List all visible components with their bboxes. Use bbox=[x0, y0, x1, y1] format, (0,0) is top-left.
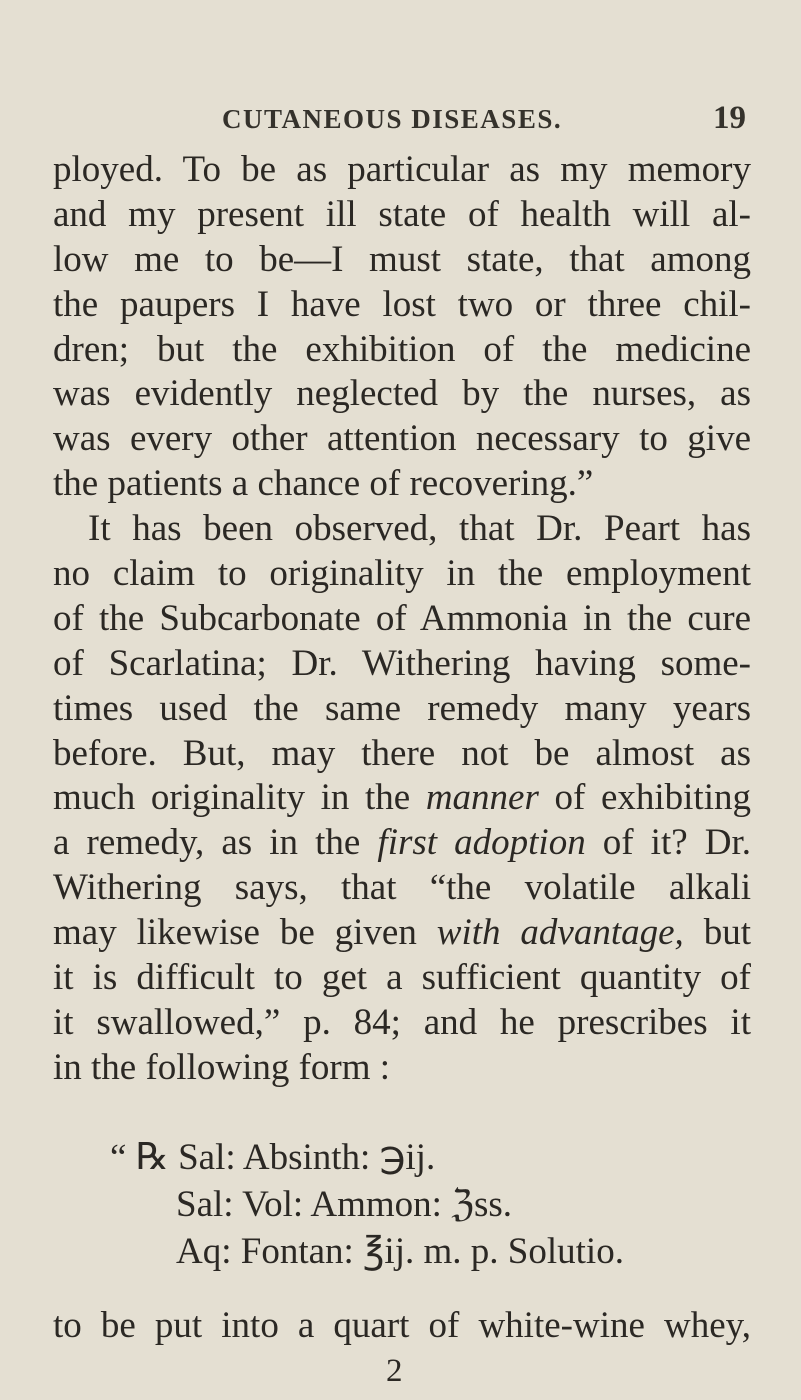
text-line: times used the same remedy many years bbox=[53, 687, 751, 729]
text-line: ployed. To be as particular as my memory bbox=[53, 149, 751, 190]
text-line-with-italic bbox=[53, 911, 751, 956]
running-title: CUTANEOUS DISEASES. bbox=[222, 104, 563, 134]
running-head bbox=[0, 100, 801, 140]
prescription-line: Sal: Vol: Ammon: ℨss. bbox=[176, 1184, 513, 1225]
body-text bbox=[53, 148, 751, 1091]
italic-run: first adoption bbox=[377, 822, 586, 864]
text-line: it is difficult to get a sufficient quantity of bbox=[53, 957, 751, 999]
prescription-line: “ ℞ Sal: Absinth: ℈ij. bbox=[110, 1137, 436, 1178]
text-line: low me to be—I must state, that among bbox=[53, 238, 751, 280]
continuation-text bbox=[53, 1304, 751, 1349]
text-line: to be put into a quart of white-wine whey, bbox=[53, 1305, 751, 1346]
text-line: the paupers I have lost two or three chil- bbox=[53, 283, 751, 325]
italic-run: with advantage, bbox=[436, 912, 684, 954]
text-line: dren; but the exhibition of the medicine bbox=[53, 328, 751, 370]
text-run: much originality in the bbox=[53, 777, 411, 819]
text-line: was every other attention necessary to give bbox=[53, 418, 751, 460]
page-number: 19 bbox=[713, 100, 746, 136]
text-run: but bbox=[703, 912, 751, 954]
text-line-with-italic bbox=[53, 821, 751, 866]
text-line: and my present ill state of health will al- bbox=[53, 193, 751, 235]
text-line: was evidently neglected by the nurses, as bbox=[53, 373, 751, 415]
text-line-with-italic bbox=[53, 776, 751, 821]
text-line: no claim to originality in the employment bbox=[53, 553, 751, 595]
text-run: may likewise be given bbox=[53, 912, 417, 954]
text-line: of the Subcarbonate of Ammonia in the cure bbox=[53, 597, 751, 639]
text-line: of Scarlatina; Dr. Withering having some- bbox=[53, 642, 751, 684]
italic-run: manner bbox=[425, 777, 539, 819]
text-run: of exhibiting bbox=[554, 777, 751, 819]
text-line: Withering says, that “the volatile alkali bbox=[53, 867, 751, 909]
text-line: it swallowed,” p. 84; and he prescribes it bbox=[53, 1001, 751, 1043]
text-run: of it? Dr. bbox=[602, 822, 751, 864]
paragraph-start: It has been observed, that Dr. Peart has bbox=[88, 508, 751, 550]
text-line: in the following form : bbox=[53, 1046, 391, 1088]
text-run: a remedy, as in the bbox=[53, 822, 361, 864]
prescription-line: Aq: Fontan: ℥ij. m. p. Solutio. bbox=[176, 1231, 624, 1272]
text-line: the patients a chance of recovering.” bbox=[53, 463, 594, 505]
text-line: before. But, may there not be almost as bbox=[53, 732, 751, 774]
signature-mark: 2 bbox=[386, 1353, 403, 1389]
